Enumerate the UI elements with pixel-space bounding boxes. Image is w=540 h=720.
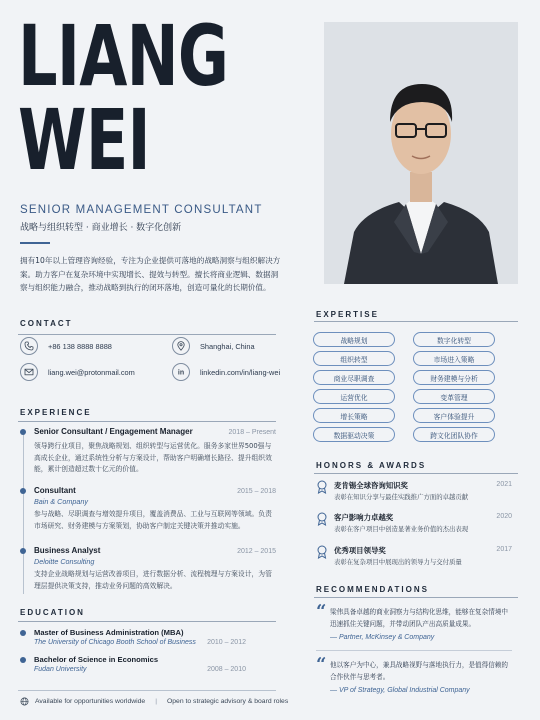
job-title: Business Analyst bbox=[34, 546, 101, 555]
contact-heading: CONTACT bbox=[20, 319, 73, 328]
timeline-dot bbox=[20, 429, 26, 435]
job-date: 2018 – Present bbox=[228, 429, 276, 436]
globe-icon bbox=[20, 697, 29, 706]
recommendation-quote: 梁伟具备卓越的商业洞察力与结构化思维，能够在复杂情境中迅速抓住关键问题，并带动团队产出高质量成果。 bbox=[330, 608, 509, 628]
expertise-tag: 运营优化 bbox=[313, 389, 395, 404]
contact-location bbox=[172, 337, 255, 355]
name-heading bbox=[18, 7, 229, 189]
portrait-illustration bbox=[324, 22, 518, 284]
timeline-dot bbox=[20, 488, 26, 494]
linkedin-icon bbox=[172, 363, 190, 381]
award-title: 麦肯锡全球咨询知识奖 bbox=[334, 481, 408, 490]
expertise-tag: 商业尽职调查 bbox=[313, 370, 395, 385]
expertise-tag: 市场进入策略 bbox=[413, 351, 495, 366]
timeline-dot bbox=[20, 630, 26, 636]
degree-title: Bachelor of Science in Economics bbox=[34, 655, 159, 664]
profile-photo bbox=[324, 22, 518, 284]
recommendation-quote: 他以客户为中心，兼具战略视野与落地执行力，是值得信赖的合作伙伴与思考者。 bbox=[330, 661, 509, 681]
linkedin-text: linkedin.com/in/liang-wei bbox=[200, 367, 281, 377]
job-role: SENIOR MANAGEMENT CONSULTANT bbox=[20, 204, 263, 216]
job-description: 领导跨行业项目，聚焦战略规划、组织转型与运营优化。服务多家世界500强与高成长企业，通过系统性分析与方案设计，帮助客户明确增长路径、提升组织效能，累计创造超过数十亿元的价值。 bbox=[34, 442, 272, 473]
school-name: The University of Chicago Booth School of Business bbox=[34, 639, 196, 646]
footer bbox=[20, 697, 288, 706]
contact-rule bbox=[18, 334, 276, 335]
job-title: Senior Consultant / Engagement Manager bbox=[34, 427, 193, 436]
job-date: 2012 – 2015 bbox=[237, 548, 276, 555]
expertise-tag: 增长策略 bbox=[313, 408, 395, 423]
degree-title: Master of Business Administration (MBA) bbox=[34, 628, 184, 637]
award-medal-icon bbox=[316, 512, 328, 526]
education-item bbox=[34, 628, 246, 646]
education-rule bbox=[18, 621, 276, 622]
expertise-rule bbox=[314, 321, 518, 322]
job-title: Consultant bbox=[34, 486, 76, 495]
education-item bbox=[34, 655, 246, 673]
job-description: 支持企业战略规划与运营改善项目，进行数据分析、流程梳理与方案设计，为管理层提供决策支持，推动业务问题的高效解决。 bbox=[34, 570, 272, 590]
award-year: 2017 bbox=[496, 546, 512, 553]
school-name: Fudan University bbox=[34, 666, 87, 673]
award-description: 表彰在客户项目中创造显著业务价值的杰出表现 bbox=[334, 525, 469, 533]
honors-heading: HONORS & AWARDS bbox=[316, 461, 427, 470]
expertise-tag: 客户体验提升 bbox=[413, 408, 495, 423]
email-text: liang.wei@protonmail.com bbox=[48, 367, 135, 377]
award-description: 表彰在复杂项目中展现出的领导力与交付质量 bbox=[334, 558, 462, 566]
expertise-tag: 跨文化团队协作 bbox=[413, 427, 495, 442]
tagline: 战略与组织转型 · 商业增长 · 数字化创新 bbox=[20, 223, 182, 233]
expertise-tag: 数字化转型 bbox=[413, 332, 495, 347]
job-company: Bain & Company bbox=[34, 497, 88, 506]
job-company: Deloitte Consulting bbox=[34, 557, 95, 566]
recommendations-heading: RECOMMENDATIONS bbox=[316, 585, 429, 594]
education-date: 2010 – 2012 bbox=[207, 639, 246, 646]
job-description: 参与战略、尽职调查与增效提升项目，覆盖消费品、工业与互联网等领域。负责市场研究、财务建模与方案策划，协助客户制定关键决策并推动实施。 bbox=[34, 510, 272, 530]
svg-text:in: in bbox=[177, 369, 185, 377]
email-icon bbox=[20, 363, 38, 381]
experience-item bbox=[34, 546, 276, 592]
accent-divider bbox=[20, 242, 50, 244]
recommendation-author: — VP of Strategy, Global Industrial Company bbox=[330, 687, 470, 694]
phone-text: +86 138 8888 8888 bbox=[48, 341, 112, 351]
timeline-dot bbox=[20, 657, 26, 663]
recommendation-author: — Partner, McKinsey & Company bbox=[330, 634, 435, 641]
expertise-tag: 数据驱动决策 bbox=[313, 427, 395, 442]
job-date: 2015 – 2018 bbox=[237, 488, 276, 495]
phone-icon bbox=[20, 337, 38, 355]
contact-phone[interactable] bbox=[20, 337, 112, 355]
location-text: Shanghai, China bbox=[200, 341, 255, 351]
education-heading: EDUCATION bbox=[20, 608, 85, 617]
contact-linkedin[interactable] bbox=[172, 363, 280, 381]
honors-rule bbox=[314, 473, 518, 474]
name-first: LIANG bbox=[18, 7, 229, 105]
award-description: 表彰在知识分享与最佳实践推广方面的卓越贡献 bbox=[334, 493, 469, 501]
experience-heading: EXPERIENCE bbox=[20, 408, 92, 417]
award-title: 客户影响力卓越奖 bbox=[334, 513, 394, 522]
footer-advisory: Open to strategic advisory & board roles bbox=[166, 698, 289, 705]
award-year: 2020 bbox=[496, 513, 512, 520]
expertise-tag: 财务建模与分析 bbox=[413, 370, 495, 385]
quote-mark-icon: “ bbox=[316, 654, 327, 675]
experience-timeline bbox=[23, 432, 24, 594]
award-medal-icon bbox=[316, 545, 328, 559]
award-title: 优秀项目领导奖 bbox=[334, 546, 386, 555]
award-medal-icon bbox=[316, 480, 328, 494]
footer-availability: Available for opportunities worldwide bbox=[35, 698, 146, 705]
expertise-tag: 组织转型 bbox=[313, 351, 395, 366]
location-pin-icon bbox=[172, 337, 190, 355]
expertise-heading: EXPERTISE bbox=[316, 310, 379, 319]
education-date: 2008 – 2010 bbox=[207, 666, 246, 673]
experience-rule bbox=[18, 421, 276, 422]
contact-email[interactable] bbox=[20, 363, 135, 381]
footer-separator: | bbox=[155, 698, 157, 705]
experience-item bbox=[34, 486, 276, 532]
footer-rule bbox=[18, 690, 276, 691]
name-last: WEI bbox=[18, 91, 150, 189]
experience-item bbox=[34, 427, 276, 476]
recommendations-rule bbox=[314, 597, 518, 598]
quote-mark-icon: “ bbox=[316, 601, 327, 622]
award-year: 2021 bbox=[496, 481, 512, 488]
profile-summary: 拥有10年以上管理咨询经验，专注为企业提供可落地的战略洞察与组织解决方案。助力客户在复杂环境中实现增长、提效与转型。擅长将商业逻辑、数据洞察与组织能力融合，推动战略到执行的闭环落地，创造可量化的长期价值。 bbox=[20, 256, 281, 293]
timeline-dot bbox=[20, 548, 26, 554]
expertise-tag: 变革管理 bbox=[413, 389, 495, 404]
expertise-tag: 战略规划 bbox=[313, 332, 395, 347]
recommendation-divider bbox=[316, 650, 512, 651]
